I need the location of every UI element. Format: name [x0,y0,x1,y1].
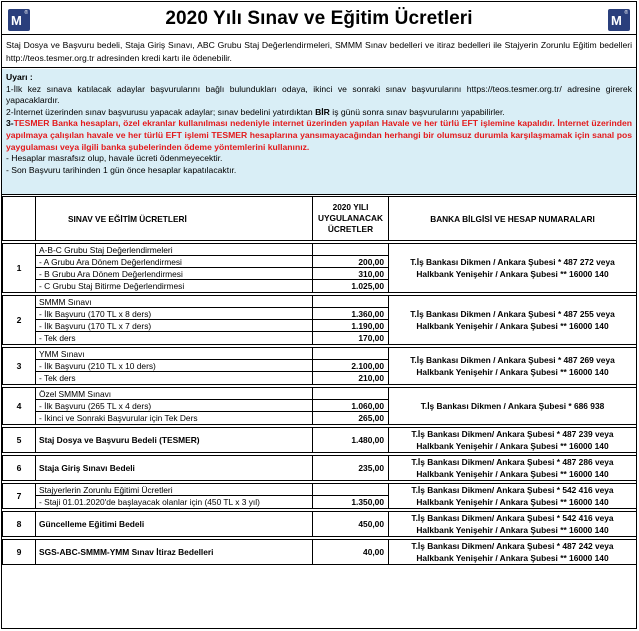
fee-line-amount: 1.360,00 [313,308,388,320]
note-2: 2-İnternet üzerinden sınav başvurusu yapacak adaylar; sınav bedelini yatırdıktan BİR iş günü sonra sınav başvurularını yapabilirler. [6,106,505,117]
note-bullet-1: - Hesaplar masrafsız olup, havale ücreti ödenmeyecektir. [6,153,223,164]
bank-account-line: Halkbank Yenişehir / Ankara Şubesi ** 16000 140 [416,441,609,451]
table-row [3,296,637,345]
note-bullet-2: - Son Başvuru tarihinden 1 gün önce hesaplar kapatılacaktır. [6,164,237,175]
row-number: 7 [3,484,36,509]
bank-account-line: T.İş Bankası Dikmen / Ankara Şubesi * 487 269 veya [410,355,615,365]
fee-line-amount: 210,00 [358,373,384,383]
fee-line-amount: 1.190,00 [313,320,388,332]
bank-account-line: Halkbank Yenişehir / Ankara Şubesi ** 16000 140 [416,367,609,377]
fee-line-amount: 235,00 [358,462,384,473]
fee-line-label: Güncelleme Eğitimi Bedeli [39,518,145,529]
row-number: 6 [3,456,36,481]
bank-account-line: T.İş Bankası Dikmen / Ankara Şubesi * 686 938 [420,401,605,411]
fee-line-amount: 1.350,00 [351,497,384,507]
bank-info [389,428,637,453]
bank-account-line: T.İş Bankası Dikmen/ Ankara Şubesi * 487 239 veya [411,429,614,439]
fee-amount [313,512,389,537]
fee-line-label: - Tek ders [39,373,76,383]
fee-amount [313,296,389,345]
fee-description [36,348,313,385]
bank-info [389,244,637,293]
fee-line-amount: 1.060,00 [313,400,388,412]
page-title: 2020 Yılı Sınav ve Eğitim Ücretleri [165,8,473,29]
warning-notes [2,69,636,195]
fee-line-label: Staj Dosya ve Başvuru Bedeli (TESMER) [39,434,200,445]
row-number: 1 [3,244,36,293]
row-number: 8 [3,512,36,537]
fee-line-amount: 265,00 [358,413,384,423]
fee-description [36,456,313,481]
fee-amount [313,388,389,425]
fee-line-label: Staja Giriş Sınavı Bedeli [39,462,135,473]
fees-table [2,196,637,565]
note-1: 1-İlk kez sınava katılacak adaylar başvurularını bağlı bulundukları odaya, ikinci ve sonraki sınav başvurularını https://teos.tesmer.org.tr/ adresine girerek yapacaklardır. [6,83,632,106]
fee-line-amount [313,296,388,308]
fee-line-label: SMMM Sınavı [36,296,312,308]
bank-account-line: Halkbank Yenişehir / Ankara Şubesi ** 16000 140 [416,553,609,563]
bank-info [389,484,637,509]
fee-line-label: Stajyerlerin Zorunlu Eğitimi Ücretleri [36,484,312,496]
table-row [3,348,637,385]
bank-account-line: Halkbank Yenişehir / Ankara Şubesi ** 16000 140 [416,321,609,331]
payment-intro: Staj Dosya ve Başvuru bedeli, Staja Giriş Sınavı, ABC Grubu Staj Değerlendirmeleri, SMMM Sınav bedelleri ve itiraz bedelleri ile Stajyerin Zorunlu Eğitim bedelleri http://teos.tesmer.org.tr adresinden kredi kartı ile ödenebilir. [2,36,636,68]
fee-line-amount: 450,00 [358,518,384,529]
header-amount: 2020 YILI UYGULANACAK ÜCRETLER [313,197,389,241]
fee-line-label: - Tek ders [39,333,76,343]
table-row [3,512,637,537]
fee-amount [313,428,389,453]
row-number: 3 [3,348,36,385]
bank-account-line: T.İş Bankası Dikmen / Ankara Şubesi * 487 255 veya [410,309,615,319]
fee-line-label: - İlk Başvuru (265 TL x 4 ders) [36,400,312,412]
warning-heading: Uyarı : [6,72,33,82]
fee-line-label: YMM Sınavı [36,348,312,360]
fee-line-amount [313,388,388,400]
fee-amount [313,244,389,293]
header-bank: BANKA BİLGİSİ VE HESAP NUMARALARI [389,197,637,241]
row-number: 9 [3,540,36,565]
row-number: 4 [3,388,36,425]
fee-line-label: Özel SMMM Sınavı [36,388,312,400]
table-row [3,428,637,453]
table-row [3,456,637,481]
bank-account-line: Halkbank Yenişehir / Ankara Şubesi ** 16000 140 [416,469,609,479]
bank-account-line: T.İş Bankası Dikmen/ Ankara Şubesi * 487 286 veya [411,457,614,467]
header-fees: SINAV VE EĞİTİM ÜCRETLERİ [36,197,313,241]
table-row [3,244,637,293]
bank-info [389,456,637,481]
fee-line-label: - İlk Başvuru (170 TL x 8 ders) [36,308,312,320]
fee-description [36,512,313,537]
fee-description [36,244,313,293]
fee-line-label: A-B-C Grubu Staj Değerlendirmeleri [36,244,312,256]
fee-line-amount: 40,00 [363,546,384,557]
row-number: 5 [3,428,36,453]
mali-musavir-logo-right: M ® [608,9,630,31]
bank-account-line: Halkbank Yenişehir / Ankara Şubesi ** 16000 140 [416,269,609,279]
fee-line-label: - İlk Başvuru (210 TL x 10 ders) [36,360,312,372]
row-number: 2 [3,296,36,345]
bank-info [389,512,637,537]
note-3: 3-TESMER Banka hesapları, özel ekranlar kullanılması nedeniyle internet üzerinden yapılan Havale ve her türlü EFT işlemine kapalıdır. İnternet üzerinden yapılmaya çalışılan havale ve her türlü EFT işlemi TESMER hesaplarına yansımayacağından herhangi bir olumsuz durumla karşılaşmamak için sanal pos yaygulaması veya ilgili banka şubelerinden ödeme yöntemlerini kullanınız. [6,118,632,152]
fee-line-label: - İkinci ve Sonraki Başvurular için Tek Ders [39,413,198,423]
bank-info [389,348,637,385]
fee-line-label: SGS-ABC-SMMM-YMM Sınav İtiraz Bedelleri [39,546,214,557]
bank-account-line: Halkbank Yenişehir / Ankara Şubesi ** 16000 140 [416,525,609,535]
fee-line-amount: 2.100,00 [313,360,388,372]
fee-line-label: - A Grubu Ara Dönem Değerlendirmesi [36,256,312,268]
bank-info [389,388,637,425]
fee-line-amount [313,484,388,496]
fee-amount [313,456,389,481]
bank-account-line: T.İş Bankası Dikmen/ Ankara Şubesi * 487 242 veya [411,541,614,551]
fee-line-label: - B Grubu Ara Dönem Değerlendirmesi [36,268,312,280]
fee-line-label: - İlk Başvuru (170 TL x 7 ders) [36,320,312,332]
fee-amount [313,484,389,509]
fee-line-amount [313,348,388,360]
bank-account-line: Halkbank Yenişehir / Ankara Şubesi ** 16000 140 [416,497,609,507]
bank-info [389,540,637,565]
mali-musavir-logo-left: M ® [8,9,30,31]
table-row [3,484,637,509]
table-header-row [3,197,637,241]
page-frame [1,1,637,629]
header [2,2,636,35]
fee-line-amount: 170,00 [358,333,384,343]
fee-description [36,388,313,425]
fee-line-amount: 1.480,00 [351,434,384,445]
bank-account-line: T.İş Bankası Dikmen/ Ankara Şubesi * 542 416 veya [411,513,614,523]
fee-description [36,540,313,565]
bank-account-line: T.İş Bankası Dikmen/ Ankara Şubesi * 542 416 veya [411,485,614,495]
fee-line-amount: 200,00 [313,256,388,268]
fee-line-label: - C Grubu Staj Bitirme Değerlendirmesi [39,281,185,291]
bank-info [389,296,637,345]
table-row [3,388,637,425]
bank-account-line: T.İş Bankası Dikmen / Ankara Şubesi * 487 272 veya [410,257,615,267]
fee-description [36,296,313,345]
fee-line-label: - Staji 01.01.2020'de başlayacak olanlar için (450 TL x 3 yıl) [39,497,260,507]
table-row [3,540,637,565]
fee-description [36,428,313,453]
fee-line-amount [313,244,388,256]
fee-line-amount: 310,00 [313,268,388,280]
fee-description [36,484,313,509]
fee-line-amount: 1.025,00 [351,281,384,291]
fee-amount [313,540,389,565]
fee-amount [313,348,389,385]
